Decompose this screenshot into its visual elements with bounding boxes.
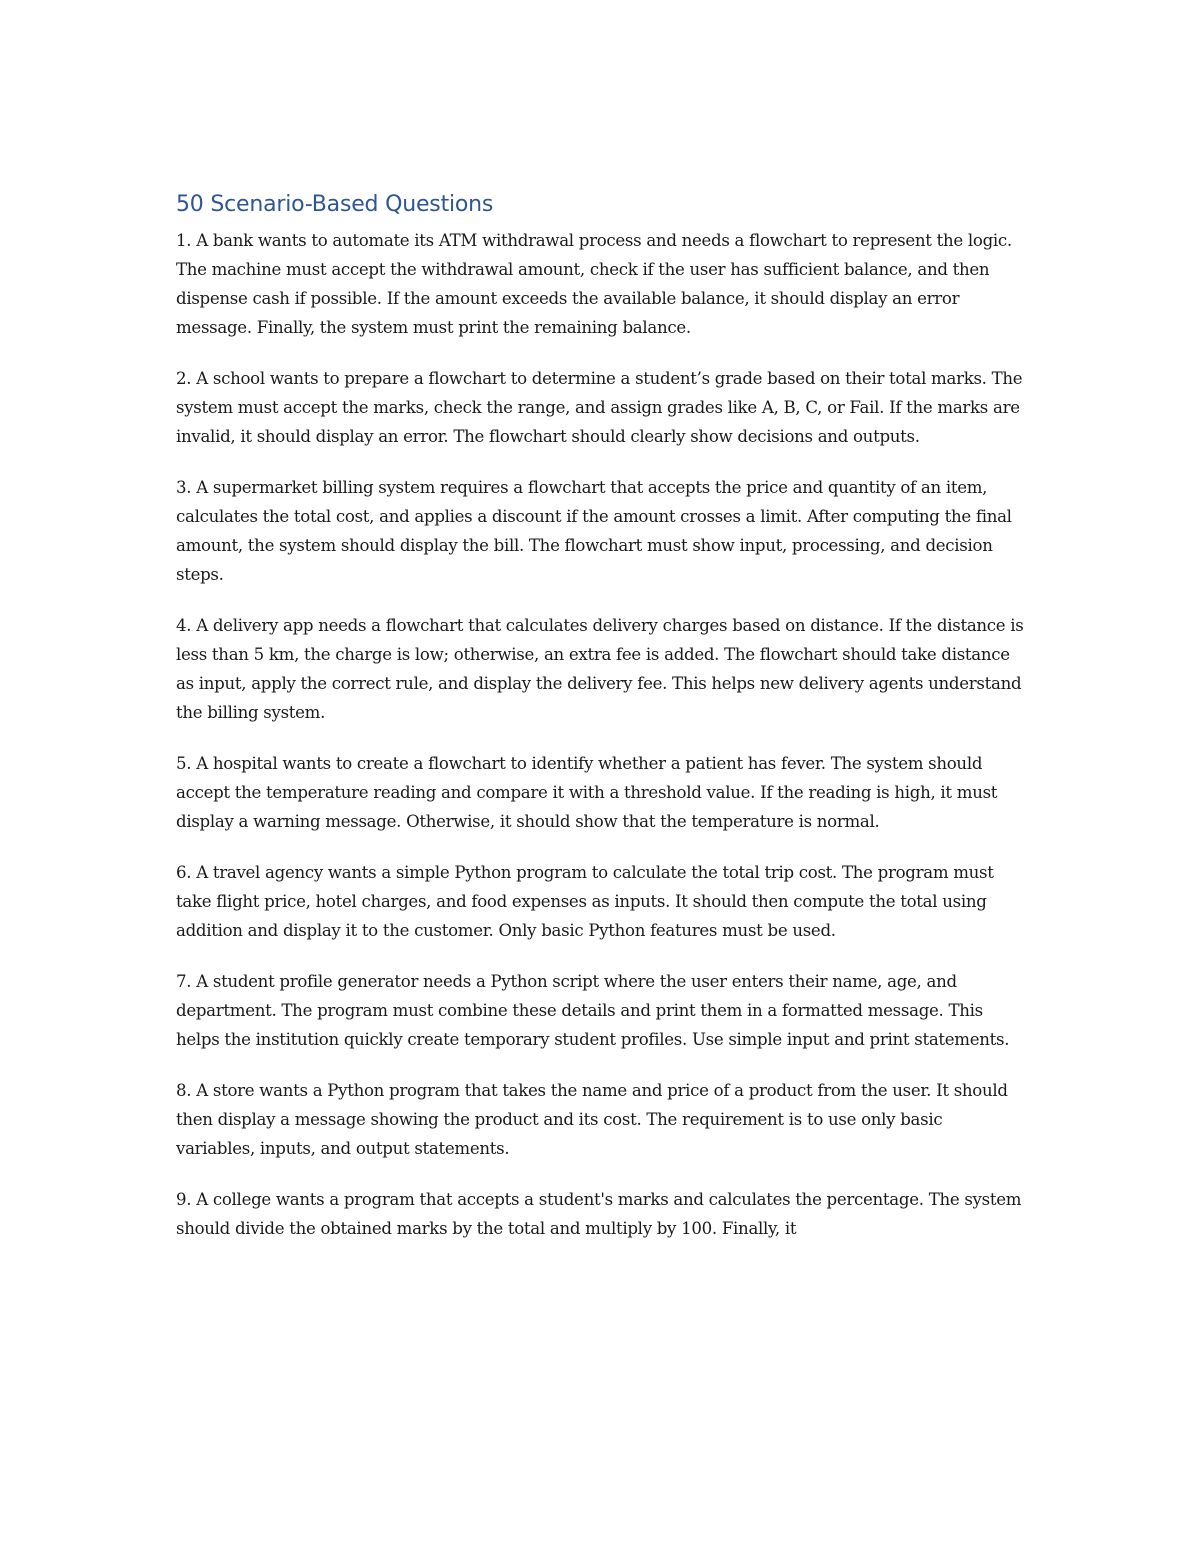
page-title: 50 Scenario-Based Questions [176, 192, 494, 217]
question-6: 6. A travel agency wants a simple Python program to calculate the total trip cost. The program must take flight price, hotel charges, and food expenses as inputs. It should then compute the total using addition and display it to the customer. Only basic Python features must be used. [176, 863, 994, 940]
question-1: 1. A bank wants to automate its ATM withdrawal process and needs a flowchart to represent the logic. The machine must accept the withdrawal amount, check if the user has sufficient balance, and then dispense cash if possible. If the amount exceeds the available balance, it should display an error message. Finally, the system must print the remaining balance. [176, 231, 1012, 337]
question-3: 3. A supermarket billing system requires a flowchart that accepts the price and quantity of an item, calculates the total cost, and applies a discount if the amount crosses a limit. After computing the final amount, the system should display the bill. The flowchart must show input, processing, and decision steps. [176, 478, 1012, 584]
question-7: 7. A student profile generator needs a Python script where the user enters their name, age, and department. The program must combine these details and print them in a formatted message. This helps the institution quickly create temporary student profiles. Use simple input and print statements. [176, 972, 1010, 1049]
document-body [176, 190, 1026, 1265]
question-4: 4. A delivery app needs a flowchart that calculates delivery charges based on distance. If the distance is less than 5 km, the charge is low; otherwise, an extra fee is added. The flowchart should take distance as input, apply the correct rule, and display the delivery fee. This helps new delivery agents understand the billing system. [176, 616, 1024, 722]
question-9: 9. A college wants a program that accepts a student's marks and calculates the percentage. The system should divide the obtained marks by the total and multiply by 100. Finally, it [176, 1190, 1022, 1238]
question-8: 8. A store wants a Python program that takes the name and price of a product from the user. It should then display a message showing the product and its cost. The requirement is to use only basic variables, inputs, and output statements. [176, 1081, 1008, 1158]
question-2: 2. A school wants to prepare a flowchart to determine a student’s grade based on their total marks. The system must accept the marks, check the range, and assign grades like A, B, C, or Fail. If the marks are invalid, it should display an error. The flowchart should clearly show decisions and outputs. [176, 369, 1023, 446]
question-5: 5. A hospital wants to create a flowchart to identify whether a patient has fever. The system should accept the temperature reading and compare it with a threshold value. If the reading is high, it must display a warning message. Otherwise, it should show that the temperature is normal. [176, 754, 998, 831]
